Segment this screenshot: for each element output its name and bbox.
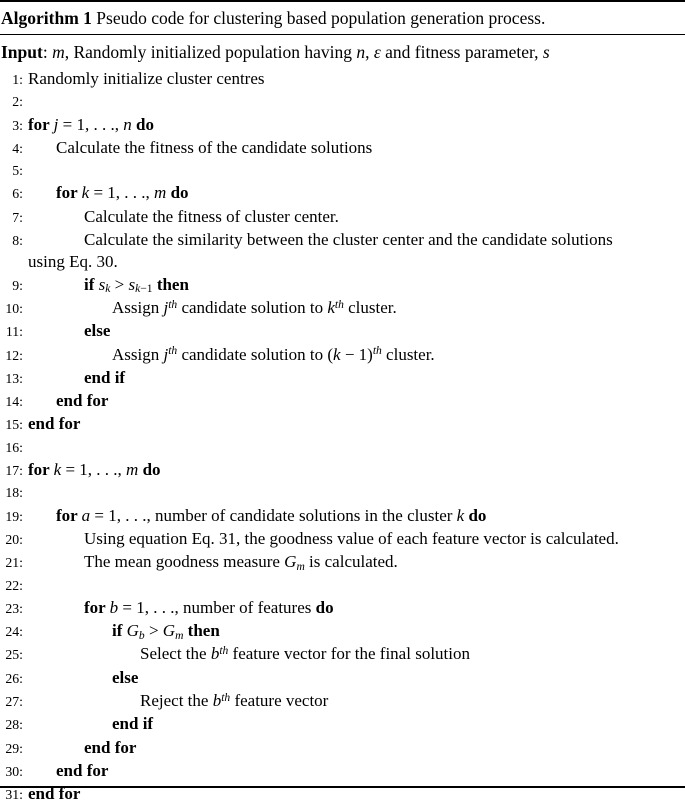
text-segment: Assign (112, 297, 164, 317)
line-content (28, 320, 685, 342)
algo-line (0, 737, 685, 760)
text-segment: G (126, 621, 139, 641)
line-content (28, 737, 685, 759)
algo-line (0, 297, 685, 320)
line-content (28, 760, 685, 782)
line-content (28, 713, 685, 735)
line-content (28, 620, 685, 642)
text-segment: th (219, 644, 229, 658)
text-segment: = 1, . . ., (89, 183, 155, 203)
text-segment: Calculate the fitness of the candidate solutions (56, 137, 373, 157)
algo-line (0, 713, 685, 736)
text-segment: th (168, 344, 178, 358)
line-number: 27: (5, 694, 23, 710)
line-content (28, 274, 685, 296)
algo-line (0, 551, 685, 574)
line-content (28, 206, 685, 228)
line-number: 19: (5, 508, 23, 524)
text-segment: G (162, 621, 176, 641)
line-number: 1: (12, 72, 23, 87)
text-segment: Calculate the similarity between the cluster center and the candidate solutions (84, 230, 613, 250)
line-number: 8: (12, 233, 23, 249)
text-segment: m (175, 628, 184, 642)
line-number: 3: (12, 117, 23, 133)
text-segment: n (356, 42, 366, 62)
algo-line (0, 114, 685, 137)
line-number: 30: (5, 763, 23, 779)
text-segment: s (542, 42, 550, 62)
line-number: 29: (5, 740, 23, 756)
text-segment: = 1, . . ., number of candidate solutions in the cluster (90, 505, 457, 525)
line-number: 22: (5, 577, 23, 593)
text-segment: is calculated. (304, 552, 398, 572)
text-segment: , Randomly initialized population having (64, 42, 357, 62)
algo-line (0, 137, 685, 160)
line-content (28, 367, 685, 389)
algo-line (0, 620, 685, 643)
text-segment: for (28, 460, 54, 480)
algo-line (0, 68, 685, 91)
text-segment: feature vector (230, 691, 329, 711)
line-number: 9: (12, 277, 23, 293)
text-segment: do (170, 183, 189, 203)
text-segment: Using equation Eq. 31, the goodness value of each feature vector is calculated. (84, 528, 619, 548)
text-segment: do (135, 114, 154, 134)
text-segment: if (112, 621, 127, 641)
text-segment: Randomly initialize cluster centres (28, 69, 265, 88)
line-number: 26: (5, 670, 23, 686)
text-segment: −1 (140, 282, 153, 296)
algo-line (0, 459, 685, 482)
text-segment: Calculate the fitness of cluster center. (84, 206, 339, 226)
line-number: 7: (12, 209, 23, 225)
bottom-rule (0, 786, 685, 788)
text-segment: end for (84, 737, 137, 757)
text-segment: − 1) (340, 344, 373, 364)
text-segment: candidate solution to (177, 297, 328, 317)
line-number: 2: (12, 94, 23, 110)
line-content (28, 229, 685, 274)
algo-line (0, 482, 685, 504)
text-segment: do (315, 597, 334, 617)
line-number: 23: (5, 600, 23, 616)
algo-line (0, 320, 685, 343)
algo-line (0, 182, 685, 205)
text-segment: Assign (112, 344, 164, 364)
line-content (28, 667, 685, 689)
text-segment: else (112, 667, 139, 687)
algo-line (0, 160, 685, 182)
text-segment: end if (112, 714, 154, 734)
line-content (28, 344, 685, 366)
line-content (28, 551, 685, 573)
text-segment: cluster. (381, 344, 435, 364)
text-segment: for (56, 505, 82, 525)
line-number: 11: (5, 324, 23, 340)
line-content (28, 182, 685, 204)
line-number: 25: (5, 647, 23, 663)
text-segment: = 1, . . ., (61, 460, 127, 480)
text-segment: candidate solution to ( (177, 344, 334, 364)
algo-line (0, 413, 685, 436)
line-number: 31: (5, 787, 23, 803)
text-segment: th (168, 297, 178, 311)
algo-line (0, 206, 685, 229)
algo-line (0, 597, 685, 620)
line-number: 17: (5, 463, 23, 479)
text-segment: do (468, 505, 487, 525)
line-content (28, 68, 685, 90)
algorithm-caption (0, 2, 685, 34)
text-segment: cluster. (343, 297, 397, 317)
input-line-text (1, 42, 550, 62)
text-segment: for (56, 183, 82, 203)
text-segment: k (327, 297, 335, 317)
text-segment: > (110, 274, 129, 294)
text-segment: m (126, 460, 139, 480)
text-segment: b (210, 644, 220, 664)
text-segment: a (81, 505, 91, 525)
text-segment: The mean goodness measure (84, 552, 285, 572)
text-segment: m (52, 42, 65, 62)
pseudocode-body (0, 66, 685, 807)
line-content (28, 690, 685, 712)
text-segment: then (156, 274, 189, 294)
text-segment: Select the (140, 644, 211, 664)
text-segment: , (365, 42, 374, 62)
algo-line (0, 667, 685, 690)
text-segment: b (138, 628, 145, 642)
text-segment: for (84, 597, 110, 617)
text-segment: > (144, 621, 163, 641)
algo-line (0, 229, 685, 274)
algorithm-label: Algorithm 1 (1, 8, 92, 28)
algo-line (0, 528, 685, 551)
text-segment: feature vector for the final solution (228, 644, 470, 664)
line-content (28, 390, 685, 412)
line-number: 20: (5, 531, 23, 547)
line-content (28, 413, 685, 435)
text-segment: if (84, 274, 99, 294)
algo-line (0, 91, 685, 113)
line-number: 13: (5, 370, 23, 386)
text-segment: Reject the (140, 691, 213, 711)
line-number: 28: (5, 717, 23, 733)
line-number: 16: (5, 439, 23, 455)
text-segment: b (212, 691, 222, 711)
text-segment: j (163, 297, 169, 317)
line-number: 4: (12, 140, 23, 156)
line-number: 10: (5, 300, 23, 316)
text-segment: k (53, 460, 62, 480)
line-content (28, 459, 685, 481)
text-segment: end for (28, 784, 81, 804)
text-segment: th (334, 297, 344, 311)
text-segment: k (333, 344, 341, 364)
text-segment: do (142, 460, 161, 480)
text-segment: ε (373, 42, 381, 62)
line-content (28, 297, 685, 319)
text-segment: m (154, 183, 167, 203)
algorithm-title: Pseudo code for clustering based population generation process. (91, 8, 546, 28)
text-segment: = 1, . . ., number of features (118, 597, 316, 617)
text-segment: k (135, 282, 141, 296)
line-number: 15: (5, 417, 23, 433)
line-content (28, 137, 685, 159)
text-segment: s (128, 274, 136, 294)
text-segment: b (109, 597, 119, 617)
text-segment: else (84, 321, 111, 341)
text-segment: : (42, 42, 53, 62)
text-segment: end for (56, 391, 109, 411)
line-content (28, 597, 685, 619)
text-segment: then (187, 621, 220, 641)
line-number: 24: (5, 624, 23, 640)
line-number: 12: (5, 347, 23, 363)
line-content (28, 114, 685, 136)
algo-line (0, 437, 685, 459)
text-segment: G (284, 552, 297, 572)
line-number: 21: (5, 555, 23, 571)
text-segment: n (123, 114, 132, 134)
text-segment: k (105, 282, 111, 296)
text-segment: using Eq. 30. (28, 252, 118, 272)
text-segment: k (456, 505, 465, 525)
algo-line (0, 760, 685, 783)
line-content (28, 528, 685, 550)
algo-line (0, 505, 685, 528)
algo-line (0, 367, 685, 390)
line-number: 18: (5, 485, 23, 501)
text-segment: m (296, 559, 305, 573)
text-segment: Input (1, 42, 43, 62)
text-segment: and fitness parameter, (380, 42, 543, 62)
input-line (0, 35, 685, 66)
algo-line (0, 690, 685, 713)
text-segment: end for (28, 414, 81, 434)
algo-line (0, 575, 685, 597)
text-segment: s (98, 274, 106, 294)
algo-line (0, 643, 685, 666)
text-segment: = 1, . . ., (58, 114, 124, 134)
text-segment: k (81, 183, 90, 203)
line-number: 14: (5, 394, 23, 410)
line-content (28, 643, 685, 665)
text-segment: end if (84, 367, 126, 387)
text-segment: th (372, 344, 382, 358)
text-segment: end for (56, 760, 109, 780)
line-number: 5: (12, 163, 23, 179)
text-segment: for (28, 114, 54, 134)
line-content (28, 505, 685, 527)
text-segment: j (163, 344, 169, 364)
line-number: 6: (12, 186, 23, 202)
text-segment: th (221, 690, 231, 704)
algo-line (0, 274, 685, 297)
algo-line (0, 390, 685, 413)
algo-line (0, 344, 685, 367)
text-segment: j (53, 114, 59, 134)
